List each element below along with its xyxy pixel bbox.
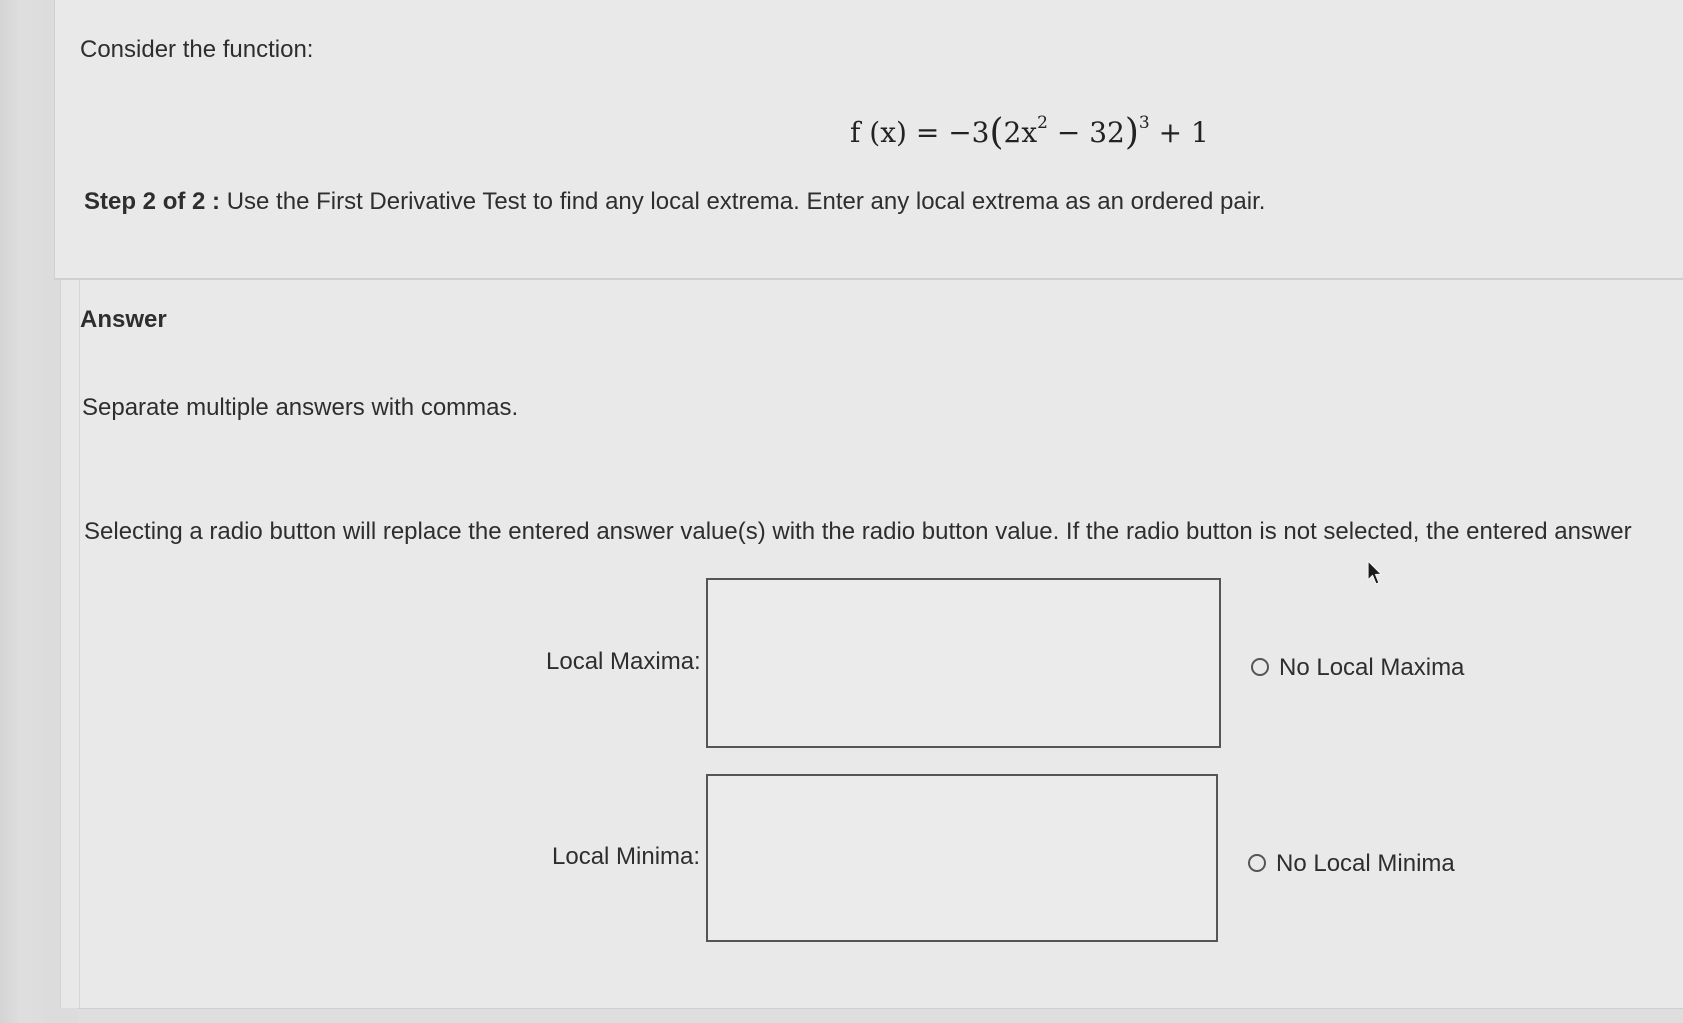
no-local-minima-label: No Local Minima [1276, 850, 1455, 877]
separate-note: Separate multiple answers with commas. [82, 394, 519, 421]
no-local-maxima-label: No Local Maxima [1279, 654, 1465, 681]
formula-equals: = [915, 116, 940, 149]
step-label: Step 2 of 2 : [84, 188, 221, 215]
step-instruction [84, 188, 1265, 216]
function-formula [850, 110, 1209, 151]
local-maxima-input[interactable] [706, 578, 1221, 748]
formula-inner-term: 2x [1003, 116, 1038, 149]
answer-heading: Answer [80, 306, 167, 333]
question-intro: Consider the function: [80, 36, 314, 63]
formula-open-paren: ( [989, 112, 1004, 153]
formula-tail: + 1 [1149, 116, 1209, 149]
formula-close-paren: ) [1124, 112, 1139, 153]
panel-bottom-edge [78, 1008, 1683, 1023]
radio-note: Selecting a radio button will replace the entered answer value(s) with the radio button value. If the radio button is not selected, the entered answer [84, 518, 1632, 545]
formula-inner-exponent: 2 [1037, 112, 1048, 133]
local-minima-label: Local Minima: [552, 843, 701, 870]
no-local-minima-radio[interactable] [1248, 850, 1455, 878]
mouse-pointer-icon [1366, 560, 1384, 588]
local-minima-input[interactable] [706, 774, 1218, 942]
no-local-maxima-radio[interactable] [1251, 654, 1464, 682]
formula-coef: −3 [948, 116, 990, 149]
local-maxima-label: Local Maxima: [546, 648, 701, 675]
step-text: Use the First Derivative Test to find any local extrema. Enter any local extrema as an ordered pair. [220, 188, 1266, 215]
formula-lhs: f (x) [850, 116, 907, 149]
radio-unselected-icon[interactable] [1251, 658, 1269, 676]
radio-unselected-icon[interactable] [1248, 854, 1266, 872]
formula-inner-rest: − 32 [1047, 116, 1125, 149]
formula-outer-exponent: 3 [1138, 112, 1150, 133]
